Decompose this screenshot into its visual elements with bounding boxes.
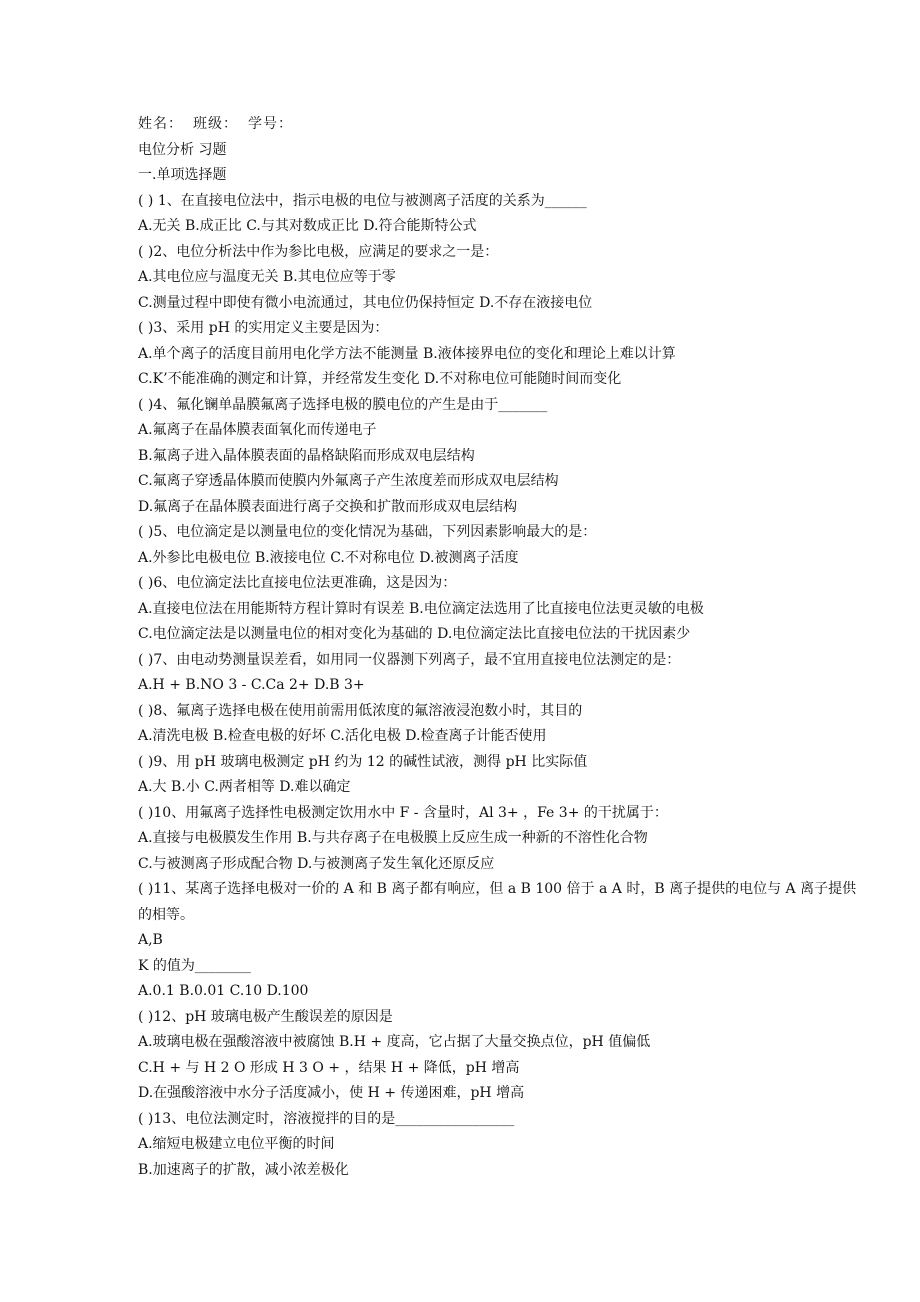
question-2-options-cd: C.测量过程中即使有微小电流通过，其电位仍保持恒定 D.不存在液接电位 <box>138 294 593 311</box>
student-id-label: 学号： <box>248 116 293 132</box>
question-10: ( )10、用氟离子选择性电极测定饮用水中 F - 含量时，Al 3+ ，Fe 3+ 的干扰属于： <box>138 804 668 821</box>
question-12-options-ab: A.玻璃电极在强酸溶液中被腐蚀 B.H + 度高，它占据了大量交换点位，pH 值偏低 <box>138 1034 651 1050</box>
question-7: ( )7、由电动势测量误差看，如用同一仪器测下列离子，最不宜用直接电位法测定的是： <box>138 651 681 668</box>
question-9: ( )9、用 pH 玻璃电极测定 pH 约为 12 的碱性试液，测得 pH 比实际值 <box>138 753 588 770</box>
question-5-options: A.外参比电极电位 B.液接电位 C.不对称电位 D.被测离子活度 <box>138 549 519 566</box>
question-13-option-b: B.加速离子的扩散，减小浓差极化 <box>138 1161 349 1178</box>
question-9-options: A.大 B.小 C.两者相等 D.难以确定 <box>138 779 351 795</box>
section-heading: 一.单项选择题 <box>138 167 227 183</box>
question-6: ( )6、电位滴定法比直接电位法更准确，这是因为： <box>138 575 457 591</box>
class-label: 班级： <box>193 116 238 132</box>
question-11-subscript: A,B <box>138 932 163 948</box>
question-7-options: A.H + B.NO 3 - C.Ca 2+ D.B 3+ <box>138 677 365 693</box>
question-11: ( )11、某离子选择电极对一价的 A 和 B 离子都有响应，但 a B 100 倍于 a A 时，B 离子提供的电位与 A 离子提供的相等。 <box>138 881 857 923</box>
question-3-options-ab: A.单个离子的活度目前用电化学方法不能测量 B.液体接界电位的变化和理论上难以计算 <box>138 345 676 362</box>
question-4: ( )4、氟化镧单晶膜氟离子选择电极的膜电位的产生是由于_______ <box>138 396 548 413</box>
question-2-options-ab: A.其电位应与温度无关 B.其电位应等于零 <box>138 269 396 285</box>
document-page <box>138 112 858 1183</box>
document-title: 电位分析 习题 <box>138 141 227 158</box>
question-6-options-cd: C.电位滴定法是以测量电位的相对变化为基础的 D.电位滴定法比直接电位法的干扰因素少 <box>138 626 691 642</box>
question-11-prompt: K 的值为________ <box>138 957 251 974</box>
question-10-options-ab: A.直接与电极膜发生作用 B.与共存离子在电极膜上反应生成一种新的不溶性化合物 <box>138 830 648 846</box>
question-5: ( )5、电位滴定是以测量电位的变化情况为基础，下列因素影响最大的是： <box>138 524 597 540</box>
question-1: ( ) 1、在直接电位法中，指示电极的电位与被测离子活度的关系为______ <box>138 192 587 209</box>
student-info-header <box>138 112 858 138</box>
question-12-option-d: D.在强酸溶液中水分子活度减小，使 H + 传递困难，pH 增高 <box>138 1085 525 1101</box>
name-label: 姓名： <box>138 116 183 132</box>
question-6-options-ab: A.直接电位法在用能斯特方程计算时有误差 B.电位滴定法选用了比直接电位法更灵敏的电极 <box>138 600 704 617</box>
question-4-option-b: B.氟离子进入晶体膜表面的晶格缺陷而形成双电层结构 <box>138 447 475 464</box>
question-3: ( )3、采用 pH 的实用定义主要是因为： <box>138 320 389 336</box>
question-8: ( )8、氟离子选择电极在使用前需用低浓度的氟溶液浸泡数小时，其目的 <box>138 702 583 719</box>
question-4-option-c: C.氟离子穿透晶体膜而使膜内外氟离子产生浓度差而形成双电层结构 <box>138 473 559 489</box>
question-13: ( )13、电位法测定时，溶液搅拌的目的是_________________ <box>138 1110 515 1127</box>
question-12-option-c: C.H + 与 H 2 O 形成 H 3 O + ，结果 H + 降低，pH 增高 <box>138 1059 520 1076</box>
question-10-options-cd: C.与被测离子形成配合物 D.与被测离子发生氧化还原反应 <box>138 855 495 872</box>
question-8-options: A.清洗电极 B.检查电极的好坏 C.活化电极 D.检查离子计能否使用 <box>138 728 547 744</box>
question-2: ( )2、电位分析法中作为参比电极，应满足的要求之一是： <box>138 243 499 260</box>
question-13-option-a: A.缩短电极建立电位平衡的时间 <box>138 1136 335 1152</box>
question-3-options-cd: C.K’不能准确的测定和计算，并经常发生变化 D.不对称电位可能随时间而变化 <box>138 371 622 387</box>
question-12: ( )12、pH 玻璃电极产生酸误差的原因是 <box>138 1008 393 1025</box>
question-4-option-d: D.氟离子在晶体膜表面进行离子交换和扩散而形成双电层结构 <box>138 498 518 515</box>
question-4-option-a: A.氟离子在晶体膜表面氧化而传递电子 <box>138 422 377 438</box>
question-1-options: A.无关 B.成正比 C.与其对数成正比 D.符合能斯特公式 <box>138 218 477 234</box>
question-11-options: A.0.1 B.0.01 C.10 D.100 <box>138 983 309 999</box>
